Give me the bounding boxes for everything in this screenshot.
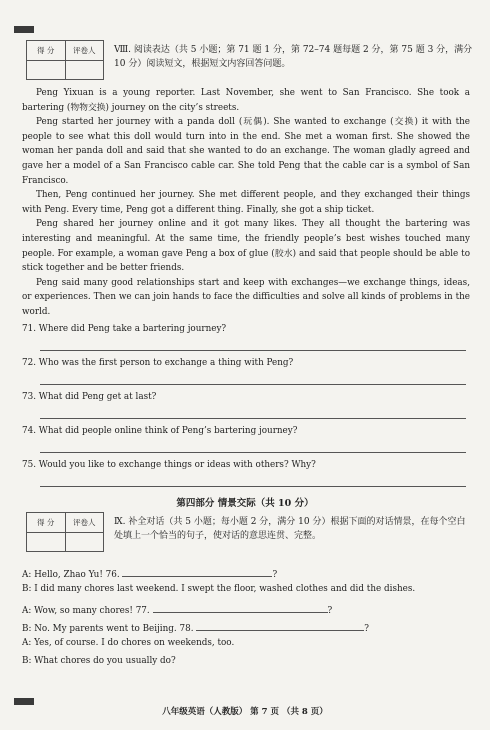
dialogue-text: B: No. My parents went to Beijing. 78. (22, 624, 194, 634)
grader-label: 评卷人 (65, 513, 104, 532)
answer-blank-76[interactable] (122, 566, 272, 577)
dialogue-line-5 (22, 638, 234, 648)
registration-mark-bottom (14, 698, 34, 705)
section7-title: Ⅷ. 阅读表达（共 5 小题；第 71 题 1 分，第 72–74 题每题 2 分，第 75 题 3 分，满分 10 分）阅读短文，根据短文内容回答问题。 (114, 45, 473, 69)
answer-line-74[interactable] (40, 452, 466, 453)
answer-line-72[interactable] (40, 384, 466, 385)
question-75: 75. Would you like to exchange things or ideas with others? Why? (22, 460, 316, 470)
passage-paragraph: Peng started her journey with a panda doll (玩偶). She wanted to exchange (交换) it with the people to see what this doll would turn into in the end. She met a woman first. She showed the woman her panda doll and said that she wanted to do an exchange. The woman gladly agreed and gave her a model of a San Francisco cable car. She told Peng that the cable car is a symbol of San Francisco. (22, 117, 470, 186)
section4-title: 第四部分 情景交际（共 10 分） (176, 498, 314, 509)
section9-title: Ⅸ. 补全对话（共 5 小题；每小题 2 分，满分 10 分）根据下面的对话情景，在每个空白处填上一个恰当的句子，使对话的意思连贯、完整。 (114, 517, 466, 541)
answer-blank-77[interactable] (153, 602, 328, 613)
passage-paragraph: Peng said many good relationships start and keep with exchanges—we exchange things, ideas, or experiences. Then we can join hands to face the difficulties and solve all kinds of problems in the world. (22, 277, 470, 317)
dialogue-line-1 (22, 566, 277, 580)
dialogue-line-3 (22, 602, 332, 616)
dialogue-text: A: Wow, so many chores! 77. (22, 606, 150, 616)
dialogue-text: A: Hello, Zhao Yu! 76. (22, 570, 120, 580)
reading-passage (22, 86, 470, 320)
answer-blank-78[interactable] (196, 620, 364, 631)
grader-field (65, 61, 104, 80)
answer-line-71[interactable] (40, 350, 466, 351)
dialogue-end: ? (364, 624, 370, 634)
dialogue-end: ? (272, 570, 278, 580)
grader-field (65, 533, 104, 552)
page-footer: 八年级英语（人教版） 第 7 页 （共 8 页） (162, 707, 328, 717)
score-label: 得 分 (37, 518, 55, 527)
question-72: 72. Who was the first person to exchange a thing with Peng? (22, 358, 294, 368)
dialogue-text: B: What chores do you usually do? (22, 656, 176, 666)
dialogue-line-6 (22, 656, 176, 666)
dialogue-text: B: I did many chores last weekend. I swept the floor, washed clothes and did the dishes. (22, 584, 416, 594)
score-label: 得 分 (37, 46, 55, 55)
dialogue-line-4 (22, 620, 369, 634)
question-71: 71. Where did Peng take a bartering journey? (22, 324, 227, 334)
score-field (27, 61, 65, 80)
answer-line-75[interactable] (40, 486, 466, 487)
dialogue-text: A: Yes, of course. I do chores on weekends, too. (22, 638, 235, 648)
score-table-section9 (26, 512, 104, 552)
dialogue-line-2 (22, 584, 415, 594)
score-field (27, 533, 65, 552)
question-73: 73. What did Peng get at last? (22, 392, 157, 402)
passage-paragraph: Then, Peng continued her journey. She met different people, and they exchanged their things with Peng. Every time, Peng got a different thing. Finally, she got a ship ticket. (22, 190, 470, 215)
registration-mark-top (14, 26, 34, 33)
passage-paragraph: Peng shared her journey online and it got many likes. They all thought the bartering was interesting and meaningful. At the same time, the friendly people’s best wishes touched many people. For example, a woman gave Peng a box of glue (胶水) and said that people should be able to stick together and be better friends. (22, 219, 470, 274)
grader-label: 评卷人 (65, 41, 104, 60)
dialogue-end: ? (327, 606, 333, 616)
passage-paragraph: Peng Yixuan is a young reporter. Last November, she went to San Francisco. She took a bartering (物物交换) journey on the city’s streets. (22, 88, 470, 113)
score-table-section7 (26, 40, 104, 80)
answer-line-73[interactable] (40, 418, 466, 419)
question-74: 74. What did people online think of Peng’s bartering journey? (22, 426, 298, 436)
